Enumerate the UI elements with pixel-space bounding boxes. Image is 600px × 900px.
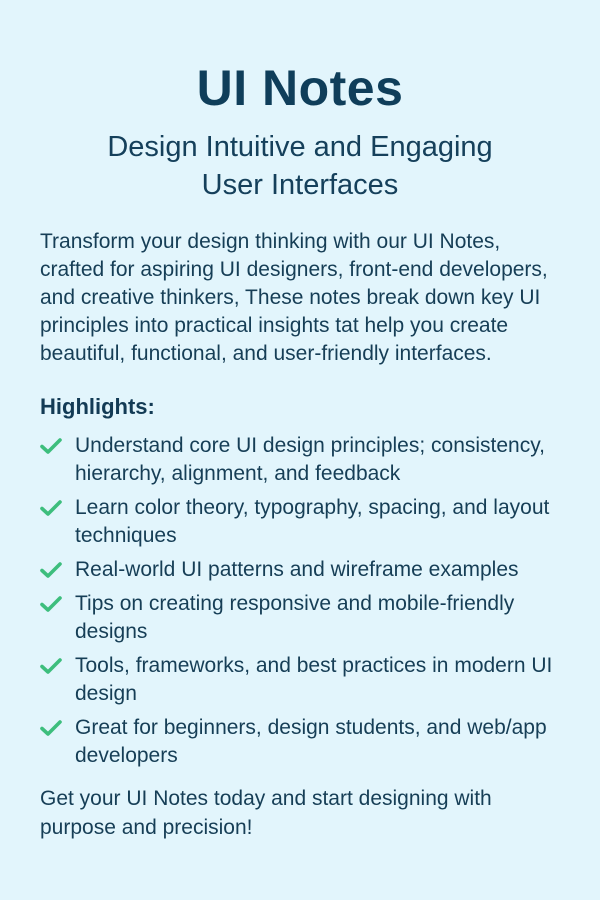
highlights-heading: Highlights: [40, 394, 155, 419]
highlights-list [40, 432, 560, 770]
check-icon [40, 494, 64, 522]
list-item [40, 590, 560, 646]
page-subtitle [40, 128, 560, 204]
page-title: UI Notes [196, 60, 404, 116]
check-icon [40, 432, 64, 460]
highlight-text: Tips on creating responsive and mobile-friendly designs [75, 592, 515, 643]
subtitle-line-1: Design Intuitive and Engaging [107, 131, 493, 163]
intro-paragraph: Transform your design thinking with our UI Notes, crafted for aspiring UI designers, front-end developers, and creative thinkers, These notes break down key UI principles into practical insights tat help you create beautiful, functional, and user-friendly interfaces. [40, 230, 548, 365]
highlight-text: Understand core UI design principles; consistency, hierarchy, alignment, and feedback [75, 434, 546, 485]
list-item [40, 652, 560, 708]
highlight-text: Learn color theory, typography, spacing, and layout techniques [75, 496, 550, 547]
list-item [40, 432, 560, 488]
closing-text: Get your UI Notes today and start designing with purpose and precision! [40, 787, 492, 839]
list-item [40, 714, 560, 770]
list-item [40, 494, 560, 550]
check-icon [40, 652, 64, 680]
highlight-text: Tools, frameworks, and best practices in modern UI design [75, 654, 553, 705]
highlight-text: Real-world UI patterns and wireframe examples [75, 558, 519, 581]
list-item [40, 556, 560, 584]
check-icon [40, 714, 64, 742]
check-icon [40, 556, 64, 584]
check-icon [40, 590, 64, 618]
highlight-text: Great for beginners, design students, and web/app developers [75, 716, 547, 767]
subtitle-line-2: User Interfaces [201, 169, 399, 201]
